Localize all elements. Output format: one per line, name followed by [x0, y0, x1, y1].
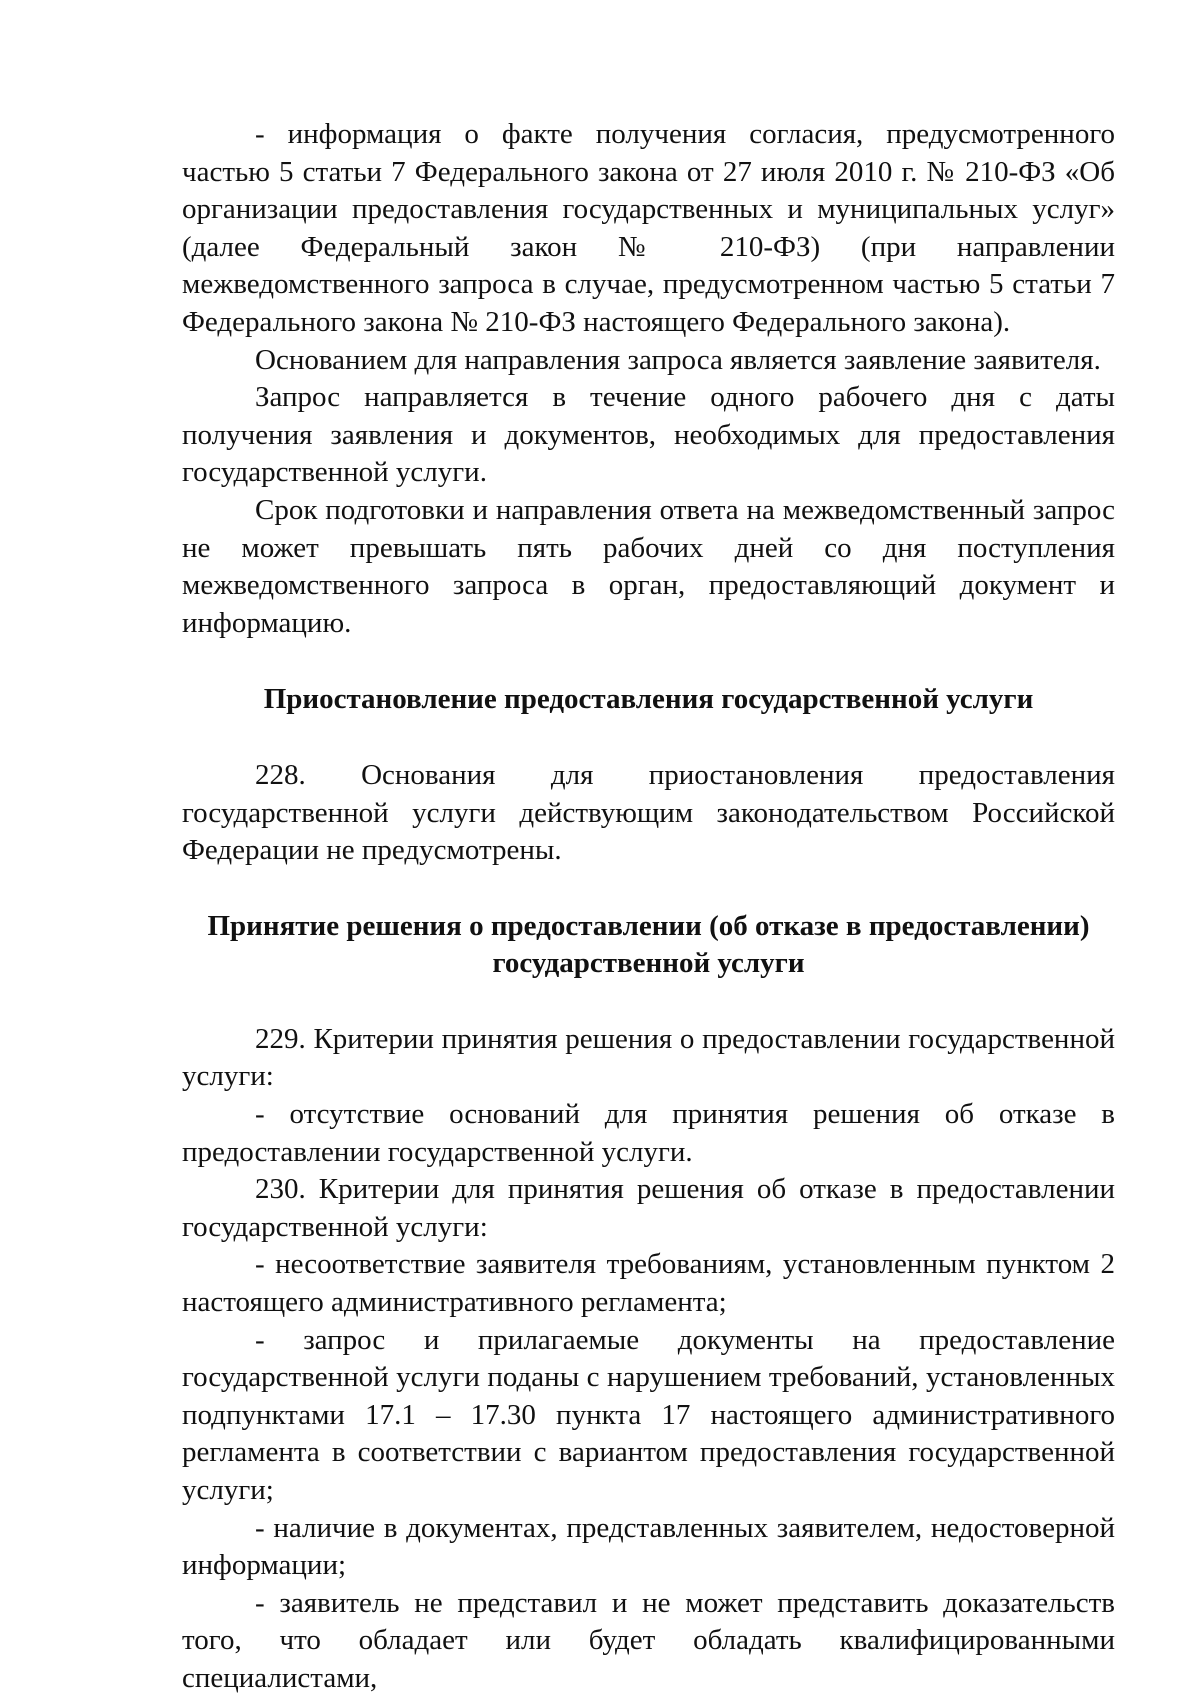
- section-heading-decision-line2: государственной услуги: [492, 947, 805, 980]
- list-item-violation: - запрос и прилагаемые документы на предоставление государственной услуги поданы с нарушением требований, установленных подпунктами 17.1 – 17.30 пункта 17 настоящего административного регламента в соответствии с вариантом предоставления государственной услуги;: [182, 1323, 1115, 1506]
- paragraph-response-deadline: Срок подготовки и направления ответа на межведомственный запрос не может превышать пять рабочих дней со дня поступления межведомственного запроса в орган, предоставляющий документ и информацию.: [182, 493, 1115, 639]
- section-heading-suspension: Приостановление предоставления государственной услуги: [263, 683, 1034, 716]
- paragraph-228: 228. Основания для приостановления предоставления государственной услуги действующим законодательством Российской Федерации не предусмотрены.: [182, 758, 1115, 867]
- paragraph-request-timing: Запрос направляется в течение одного рабочего дня с даты получения заявления и документов, необходимых для предоставления государственной услуги.: [182, 381, 1115, 489]
- document-body: [182, 116, 1115, 1698]
- section-heading-decision-line1: Принятие решения о предоставлении (об отказе в предоставлении): [207, 909, 1090, 942]
- list-item-unreliable-info: - наличие в документах, представленных заявителем, недостоверной информации;: [182, 1511, 1115, 1582]
- list-item-no-specialists: - заявитель не представил и не может представить доказательств того, что обладает или будет обладать квалифицированными специалистами,: [182, 1586, 1115, 1694]
- list-item-nonconformity: - несоответствие заявителя требованиям, установленным пунктом 2 настоящего административного регламента;: [182, 1248, 1115, 1319]
- section-heading-decision: [182, 908, 1115, 983]
- paragraph-request-basis: Основанием для направления запроса является заявление заявителя.: [255, 343, 1101, 376]
- paragraph-230: 230. Критерии для принятия решения об отказе в предоставлении государственной услуги:: [182, 1173, 1115, 1243]
- paragraph-229: 229. Критерии принятия решения о предоставлении государственной услуги:: [182, 1022, 1115, 1093]
- list-item-no-grounds: - отсутствие оснований для принятия решения об отказе в предоставлении государственной услуги.: [182, 1098, 1115, 1168]
- paragraph-consent-info: - информация о факте получения согласия, предусмотренного частью 5 статьи 7 Федерального закона от 27 июля 2010 г. № 210-ФЗ «Об организации предоставления государственных и муниципальных услуг» (далее Федеральный закон № 210-ФЗ) (при направлении межведомственного запроса в случае, предусмотренном частью 5 статьи 7 Федерального закона № 210-ФЗ настоящего Федерального закона).: [182, 118, 1115, 338]
